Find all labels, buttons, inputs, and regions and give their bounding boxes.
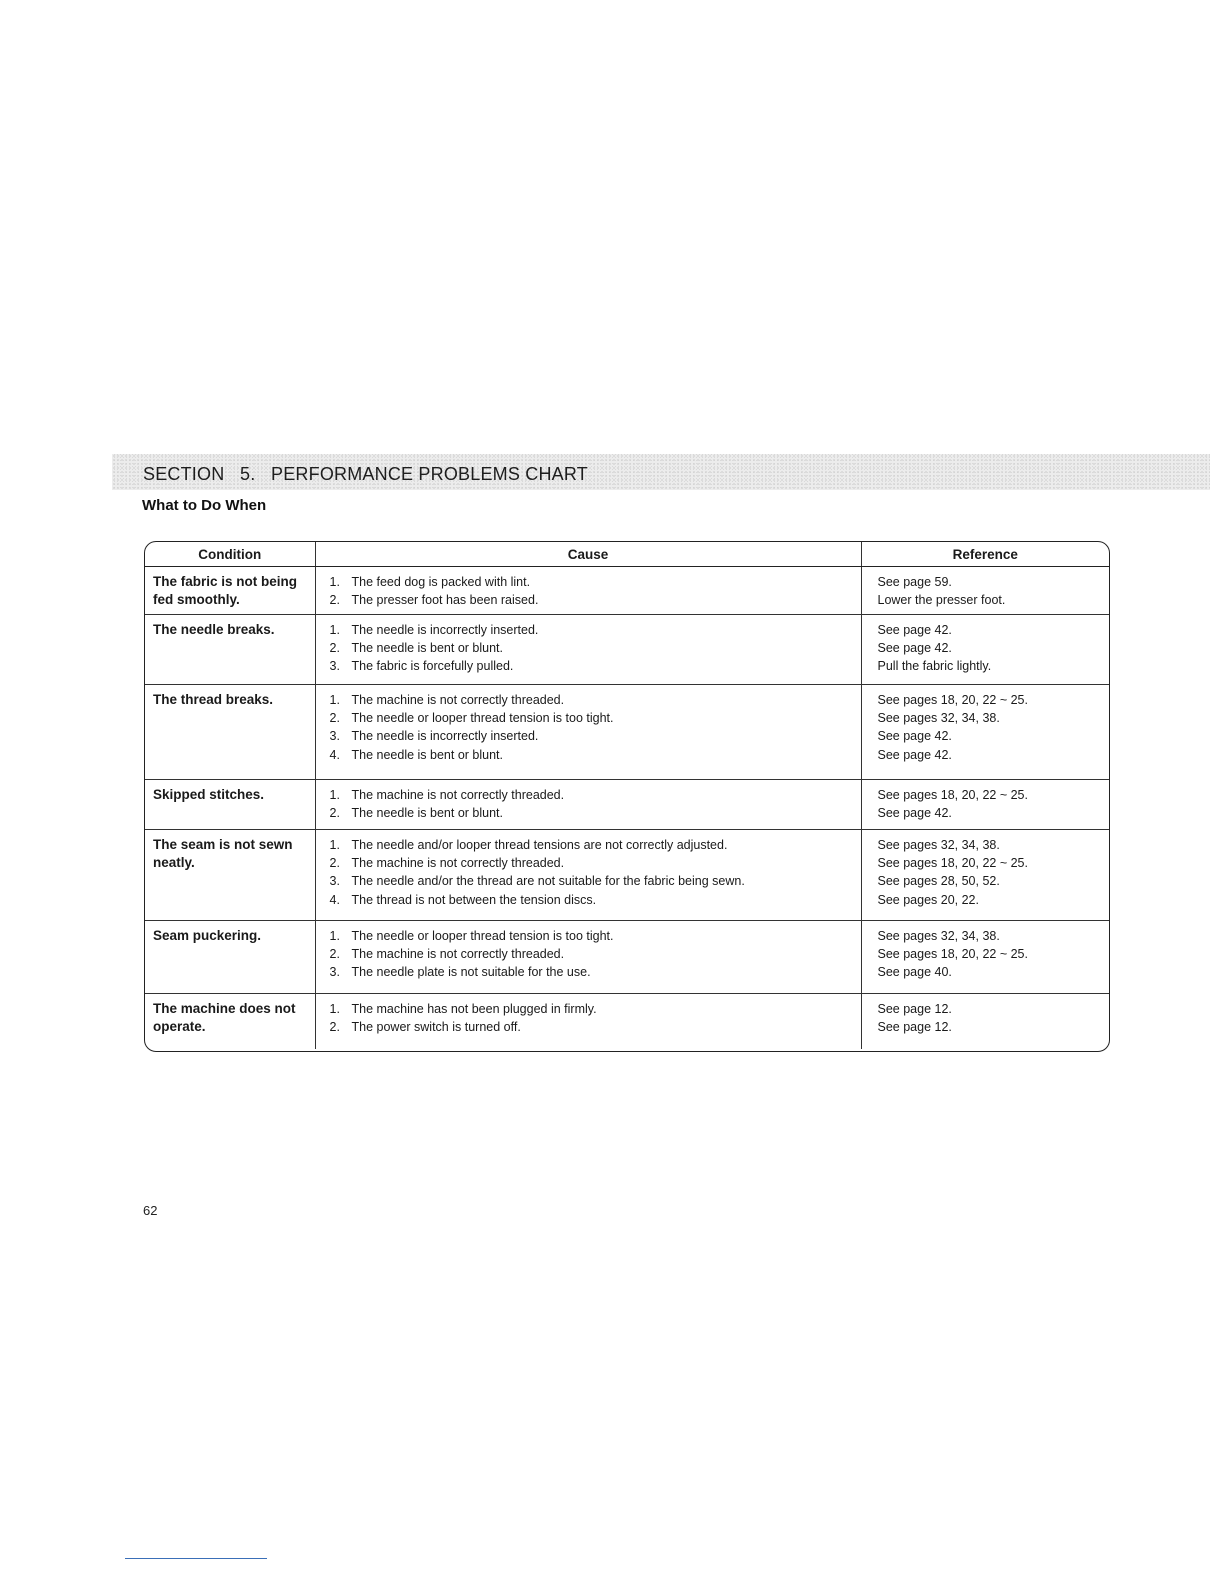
bottom-rule [125, 1558, 267, 1559]
reference-cell [861, 921, 1109, 994]
cause-text: The needle is bent or blunt. [351, 641, 503, 656]
cause-text: The needle or looper thread tension is too tight. [351, 711, 614, 726]
table-row [145, 830, 1109, 921]
condition-text: Skipped stitches. [153, 787, 265, 802]
cause-text: The needle or looper thread tension is too tight. [351, 929, 614, 943]
condition-cell [145, 615, 315, 685]
cause-item [316, 1000, 861, 1018]
cause-item [316, 591, 861, 609]
table-row [145, 685, 1109, 780]
cause-text: The machine is not correctly threaded. [351, 788, 565, 802]
cause-item [316, 746, 861, 764]
cause-item [316, 709, 861, 727]
reference-item: Lower the presser foot. [877, 593, 1006, 608]
cause-text: The machine is not correctly threaded. [351, 947, 565, 962]
cause-text: The thread is not between the tension discs. [351, 892, 597, 907]
cause-text: The needle and/or the thread are not suitable for the fabric being sewn. [351, 874, 745, 889]
cause-number: 1. [329, 788, 340, 802]
reference-cell [861, 830, 1109, 921]
cause-cell [315, 615, 861, 685]
cause-cell [315, 830, 861, 921]
cause-list [316, 615, 861, 676]
cause-item [316, 621, 861, 639]
reference-item: See page 12. [877, 1002, 952, 1016]
cause-item [316, 691, 861, 709]
cause-text: The needle is bent or blunt. [351, 747, 503, 762]
cause-number: 2. [329, 641, 340, 656]
header-cause: Cause [315, 542, 861, 567]
cause-text: The needle is bent or blunt. [351, 806, 503, 821]
reference-list [862, 567, 1110, 609]
table-row [145, 567, 1109, 615]
cause-number: 4. [329, 747, 340, 762]
reference-list [862, 921, 1110, 982]
cause-text: The feed dog is packed with lint. [351, 575, 531, 589]
reference-item: See page 12. [877, 1020, 952, 1035]
reference-cell [861, 780, 1109, 830]
condition-text: The needle breaks. [153, 622, 275, 637]
cause-number: 2. [329, 947, 340, 962]
cause-cell [315, 780, 861, 830]
condition-cell [145, 921, 315, 994]
condition-text: The machine does not operate. [153, 1001, 296, 1034]
cause-number: 4. [329, 892, 340, 907]
cause-item [316, 891, 861, 909]
reference-item: See page 40. [877, 965, 952, 980]
cause-text: The needle and/or looper thread tensions are not correctly adjusted. [351, 838, 728, 852]
reference-item: See page 42. [877, 806, 952, 821]
cause-list [316, 567, 861, 609]
reference-item: See page 42. [877, 641, 952, 656]
cause-text: The presser foot has been raised. [351, 593, 539, 608]
reference-item: Pull the fabric lightly. [877, 659, 992, 674]
subtitle: What to Do When [142, 497, 267, 514]
cause-list [316, 780, 861, 822]
section-title: SECTION 5. PERFORMANCE PROBLEMS CHART [143, 464, 588, 484]
table-header-row [145, 542, 1109, 567]
reference-list [862, 994, 1110, 1036]
cause-item [316, 963, 861, 981]
reference-item: See pages 32, 34, 38. [877, 838, 1000, 852]
condition-cell [145, 994, 315, 1049]
cause-list [316, 685, 861, 764]
cause-item [316, 786, 861, 804]
cause-item [316, 804, 861, 822]
cause-list [316, 921, 861, 982]
cause-list [316, 994, 861, 1036]
table-row [145, 780, 1109, 830]
condition-text: The thread breaks. [153, 692, 274, 707]
cause-item [316, 573, 861, 591]
condition-text: Seam puckering. [153, 928, 262, 943]
reference-item: See pages 18, 20, 22 ~ 25. [877, 693, 1028, 707]
cause-number: 3. [329, 874, 340, 889]
cause-item [316, 854, 861, 872]
table-body [145, 567, 1109, 1049]
reference-item: See pages 32, 34, 38. [877, 929, 1000, 943]
cause-item [316, 836, 861, 854]
cause-item [316, 927, 861, 945]
cause-number: 1. [329, 1002, 340, 1016]
header-condition: Condition [145, 542, 315, 567]
cause-cell [315, 921, 861, 994]
cause-item [316, 872, 861, 890]
condition-text: The seam is not sewn neatly. [153, 837, 293, 870]
cause-number: 2. [329, 593, 340, 608]
cause-text: The needle plate is not suitable for the use. [351, 965, 591, 980]
reference-item: See pages 28, 50, 52. [877, 874, 1000, 889]
cause-item [316, 639, 861, 657]
reference-item: See page 42. [877, 747, 952, 762]
cause-number: 2. [329, 1020, 340, 1035]
table-row [145, 921, 1109, 994]
cause-item [316, 1018, 861, 1036]
cause-item [316, 945, 861, 963]
reference-cell [861, 685, 1109, 780]
cause-number: 1. [329, 838, 340, 852]
reference-list [862, 780, 1110, 822]
reference-list [862, 830, 1110, 909]
cause-cell [315, 567, 861, 615]
reference-item: See pages 20, 22. [877, 892, 979, 907]
reference-cell [861, 567, 1109, 615]
reference-item: See pages 18, 20, 22 ~ 25. [877, 947, 1028, 962]
cause-item [316, 727, 861, 745]
cause-number: 2. [329, 806, 340, 821]
reference-cell [861, 615, 1109, 685]
condition-cell [145, 685, 315, 780]
cause-list [316, 830, 861, 909]
cause-text: The needle is incorrectly inserted. [351, 623, 539, 637]
cause-text: The machine is not correctly threaded. [351, 693, 565, 707]
cause-text: The fabric is forcefully pulled. [351, 659, 514, 674]
cause-number: 1. [329, 575, 340, 589]
condition-text: The fabric is not being fed smoothly. [153, 574, 298, 607]
reference-item: See pages 18, 20, 22 ~ 25. [877, 856, 1028, 871]
condition-cell [145, 567, 315, 615]
reference-item: See pages 18, 20, 22 ~ 25. [877, 788, 1028, 802]
cause-number: 1. [329, 929, 340, 943]
table-row [145, 994, 1109, 1049]
cause-number: 3. [329, 659, 340, 674]
cause-cell [315, 994, 861, 1049]
performance-problems-chart [144, 541, 1110, 1052]
cause-cell [315, 685, 861, 780]
page-number: 62 [143, 1203, 158, 1218]
reference-cell [861, 994, 1109, 1049]
table-row [145, 615, 1109, 685]
header-reference: Reference [861, 542, 1109, 567]
cause-number: 1. [329, 623, 340, 637]
cause-text: The machine is not correctly threaded. [351, 856, 565, 871]
cause-number: 3. [329, 729, 340, 744]
cause-number: 1. [329, 693, 340, 707]
cause-text: The machine has not been plugged in firmly. [351, 1002, 597, 1016]
cause-text: The needle is incorrectly inserted. [351, 729, 539, 744]
reference-item: See page 42. [877, 623, 952, 637]
reference-item: See page 42. [877, 729, 952, 744]
condition-cell [145, 830, 315, 921]
cause-text: The power switch is turned off. [351, 1020, 521, 1035]
problems-table [145, 542, 1109, 1049]
cause-number: 2. [329, 856, 340, 871]
cause-number: 2. [329, 711, 340, 726]
reference-list [862, 615, 1110, 676]
condition-cell [145, 780, 315, 830]
reference-list [862, 685, 1110, 764]
reference-item: See pages 32, 34, 38. [877, 711, 1000, 726]
cause-item [316, 657, 861, 675]
cause-number: 3. [329, 965, 340, 980]
reference-item: See page 59. [877, 575, 952, 589]
